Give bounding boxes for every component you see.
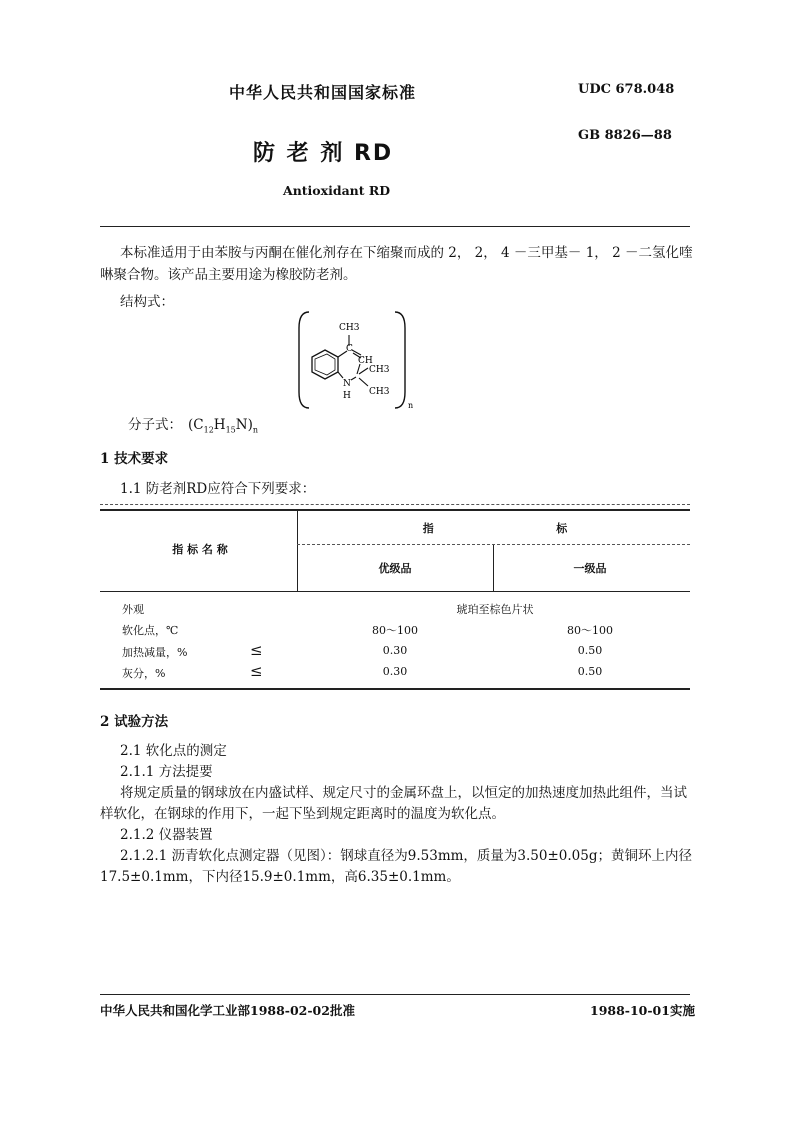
section-2-heading: 2 试验方法 [100,714,169,730]
udc-code: UDC 678.048 [578,82,675,97]
table-header-bottom [100,591,690,592]
section-2-1: 2.1 软化点的测定 [120,743,227,759]
table-row-first: 0.50 [577,644,603,657]
structural-formula-drawing [295,308,435,418]
table-row-first: 0.50 [577,665,603,678]
table-header-index: 指 标 [422,522,568,535]
table-row-name: 外观 [122,603,144,616]
document-title: 防 老 剂 RD [253,141,394,166]
table-top-rule-bold [100,509,690,511]
structure-label: 结构式： [120,294,174,310]
footer-effective-date: 1988-10-01实施 [590,1003,695,1018]
benzene-ring-inner [315,354,335,375]
table-row-name: 灰分，% [122,667,166,680]
bond-c-ch3-lower [359,378,368,386]
label-subscript-n: n [408,401,414,410]
paragraph-apparatus-line-1: 2.1.2.1 沥青软化点测定器（见图）：钢球直径为9.53mm，质量为3.50±0.05g；黄铜环上内径 [120,848,693,864]
table-bottom-rule [100,688,690,690]
section-2-1-1: 2.1.1 方法提要 [120,764,213,780]
table-vline-grade [493,544,494,591]
formula-label: 分子式： [128,417,182,433]
table-top-rule [100,504,690,505]
gb-code: GB 8826—88 [578,128,672,143]
table-row-name: 软化点，℃ [122,624,179,637]
bond-c-ch [352,350,361,355]
label-c: C [346,344,353,354]
table-row-first: 80～100 [567,624,613,637]
bond-ring-n [338,372,343,378]
benzene-ring [312,350,338,379]
label-n: N [343,379,351,389]
issuing-authority: 中华人民共和国国家标准 [229,83,417,102]
label-ch: CH [358,356,373,366]
table-row-value-merged: 琥珀至棕色片状 [456,603,534,616]
table-header-split [297,544,690,545]
intro-line-2: 啉聚合物。该产品主要用途为橡胶防老剂。 [100,267,357,283]
table-header-first: 一级品 [573,562,607,575]
right-bracket [395,312,405,408]
molecular-formula: $(C_{12}H_{15}N)_n$ [188,417,259,435]
intro-line-1: 本标准适用于由苯胺与丙酮在催化剂存在下缩聚而成的 2， 2， 4 －三甲基－ 1， 2 －二氢化喹 [120,245,693,261]
document-title-english: Antioxidant RD [283,183,391,198]
paragraph-method-line-1: 将规定质量的钢球放在内盛试样、规定尺寸的金属环盘上，以恒定的加热速度加热此组件，当试 [120,785,687,801]
label-h: H [343,391,351,401]
label-ch3-right-bottom: CH3 [369,387,390,397]
table-row-name: 加热减量，% [122,646,188,659]
table-header-premium: 优级品 [378,562,412,575]
label-ch3-right-top: CH3 [369,365,390,375]
section-1-1: 1.1 防老剂RD应符合下列要求： [120,481,316,497]
paragraph-method-line-2: 样软化，在钢球的作用下，一起下坠到规定距离时的温度为软化点。 [100,806,505,822]
table-row-premium: 80～100 [372,624,418,637]
table-row-sign: ≤ [250,641,263,659]
structural-formula [295,308,435,418]
section-1-heading: 1 技术要求 [100,451,169,467]
footer-rule [100,994,690,995]
bond-c-ch3-upper [359,368,368,374]
bond-n-c [351,377,356,380]
paragraph-apparatus-line-2: 17.5±0.1mm，下内径15.9±0.1mm，高6.35±0.1mm。 [100,869,460,885]
section-2-1-2: 2.1.2 仪器装置 [120,827,213,843]
footer-approval: 中华人民共和国化学工业部1988-02-02批准 [100,1003,355,1018]
left-bracket [299,312,309,408]
requirements-table [100,504,690,690]
header-rule [100,226,690,227]
table-row-premium: 0.30 [382,665,408,678]
label-ch3-top: CH3 [339,323,360,333]
table-header-name: 指 标 名 称 [172,543,228,556]
table-row-premium: 0.30 [382,644,408,657]
table-row-sign: ≤ [250,662,263,680]
table-vline-name [297,511,298,591]
